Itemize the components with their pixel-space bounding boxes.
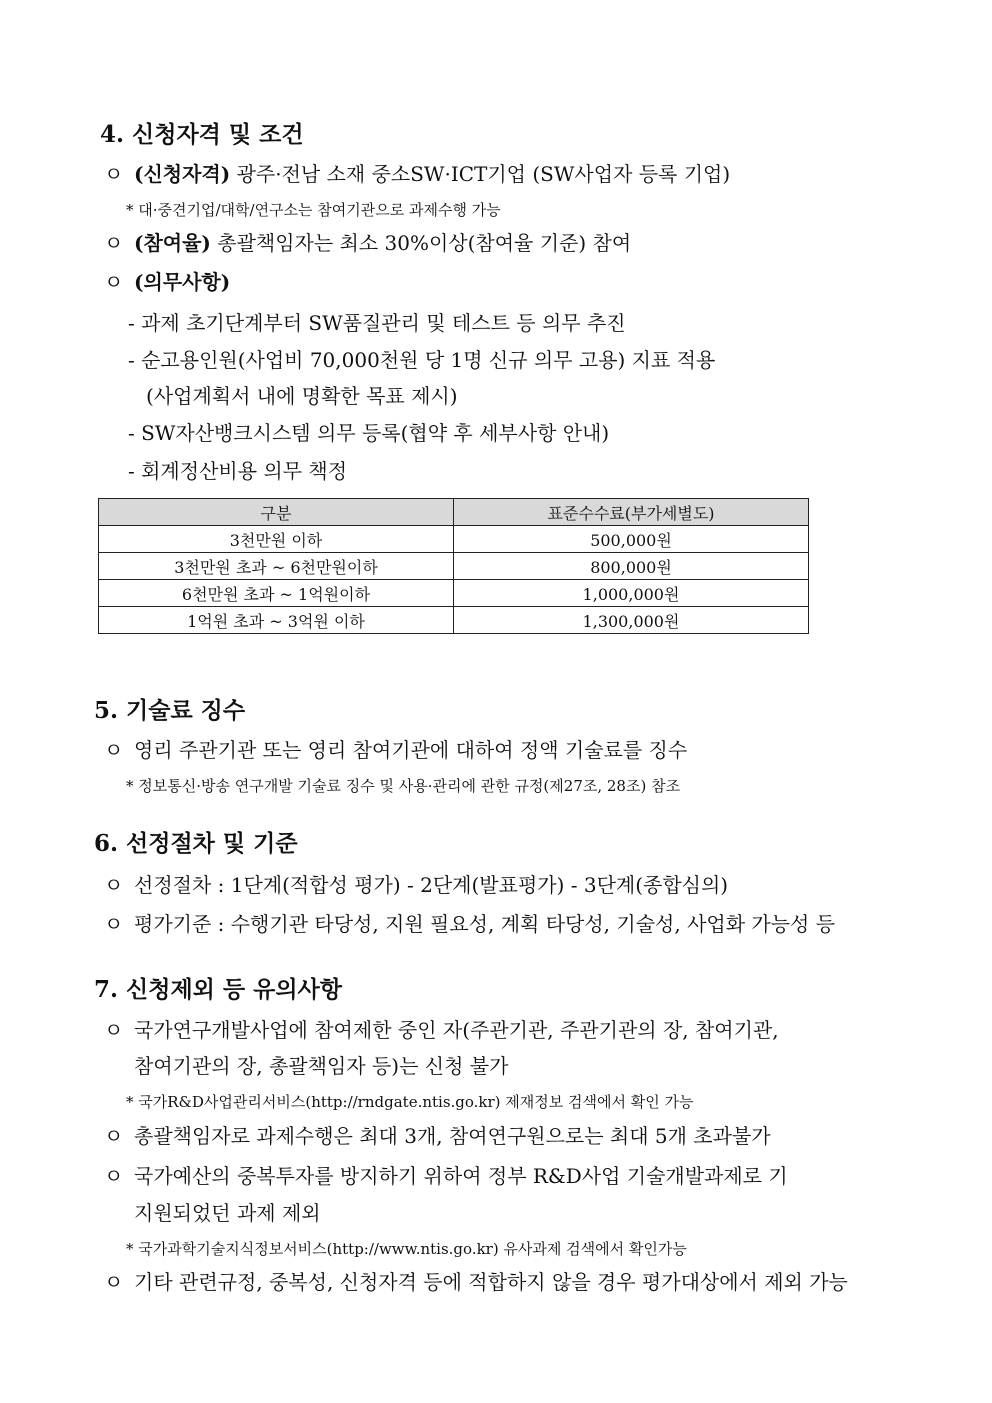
table-header: 표준수수료(부가세별도) [454,499,809,526]
evaluation-criteria-text: 평가기준 : 수행기관 타당성, 지원 필요성, 계획 타당성, 기술성, 사업화 가능성 등 [134,912,836,936]
section-4-title: 4. 신청자격 및 조건 [100,121,304,148]
table-cell: 500,000원 [454,526,809,553]
list-item-duplicate [104,1160,788,1189]
bullet-icon: ㅇ [104,1164,124,1188]
obligations-label: (의무사항) [134,270,231,294]
other-exclusion-text: 기타 관련규정, 중복성, 신청자격 등에 적합하지 않을 경우 평가대상에서 제외 가능 [134,1270,848,1294]
list-item-max-projects [104,1120,771,1149]
list-item-eligibility [104,158,730,187]
note-eligibility: * 대·중견기업/대학/연구소는 참여기관으로 과제수행 가능 [126,201,501,219]
table-row [99,580,809,607]
table-cell: 1,300,000원 [454,607,809,634]
list-item-tech-fee [104,734,687,763]
participation-label: (참여율) [134,231,211,255]
list-item-other-exclusion [104,1266,848,1295]
table-header-row [99,499,809,526]
list-item-selection-process [104,869,728,898]
table-cell: 1,000,000원 [454,580,809,607]
restriction-text: 국가연구개발사업에 참여제한 중인 자(주관기관, 주관기관의 장, 참여기관, [134,1018,779,1042]
obligation-item: - SW자산뱅크시스템 의무 등록(협약 후 세부사항 안내) [128,421,610,445]
list-item-participation [104,227,631,256]
duplicate-text: 국가예산의 중복투자를 방지하기 위하여 정부 R&D사업 기술개발과제로 기 [134,1164,788,1188]
obligation-item: - 과제 초기단계부터 SW품질관리 및 테스트 등 의무 추진 [128,311,626,335]
obligation-item-cont: (사업계획서 내에 명확한 목표 제시) [146,384,458,408]
obligation-item: - 회계정산비용 의무 책정 [128,459,348,483]
section-7-title: 7. 신청제외 등 유의사항 [94,976,342,1003]
section-6-title: 6. 선정절차 및 기준 [94,830,298,857]
table-cell: 1억원 초과 ~ 3억원 이하 [99,607,454,634]
bullet-icon: ㅇ [104,738,124,762]
tech-fee-text: 영리 주관기관 또는 영리 참여기관에 대하여 정액 기술료를 징수 [134,738,688,762]
bullet-icon: ㅇ [104,1124,124,1148]
note-tech-fee: * 정보통신·방송 연구개발 기술료 징수 및 사용·관리에 관한 규정(제27조, 28조) 참조 [126,777,681,795]
note-restriction: * 국가R&D사업관리서비스(http://rndgate.ntis.go.kr) 제재정보 검색에서 확인 가능 [126,1093,694,1111]
bullet-icon: ㅇ [104,162,124,186]
restriction-text-cont: 참여기관의 장, 총괄책임자 등)는 신청 불가 [134,1054,509,1078]
bullet-icon: ㅇ [104,270,124,294]
table-cell: 3천만원 이하 [99,526,454,553]
table-header: 구분 [99,499,454,526]
bullet-icon: ㅇ [104,231,124,255]
table-cell: 800,000원 [454,553,809,580]
note-duplicate: * 국가과학기술지식정보서비스(http://www.ntis.go.kr) 유사과제 검색에서 확인가능 [126,1240,687,1258]
table-row [99,553,809,580]
table-row [99,526,809,553]
eligibility-text: 광주·전남 소재 중소SW·ICT기업 (SW사업자 등록 기업) [230,162,731,186]
obligation-item: - 순고용인원(사업비 70,000천원 당 1명 신규 의무 고용) 지표 적용 [128,348,716,372]
bullet-icon: ㅇ [104,873,124,897]
bullet-icon: ㅇ [104,1018,124,1042]
eligibility-label: (신청자격) [134,162,231,186]
duplicate-text-cont: 지원되었던 과제 제외 [134,1201,321,1225]
list-item-restriction [104,1014,779,1043]
list-item-evaluation-criteria [104,908,835,937]
selection-process-text: 선정절차 : 1단계(적합성 평가) - 2단계(발표평가) - 3단계(종합심의) [134,873,729,897]
section-5-title: 5. 기술료 징수 [94,697,246,724]
table-row [99,607,809,634]
table-cell: 3천만원 초과 ~ 6천만원이하 [99,553,454,580]
bullet-icon: ㅇ [104,1270,124,1294]
bullet-icon: ㅇ [104,912,124,936]
participation-text: 총괄책임자는 최소 30%이상(참여율 기준) 참여 [210,231,632,255]
list-item-obligations [104,266,230,295]
table-cell: 6천만원 초과 ~ 1억원이하 [99,580,454,607]
max-projects-text: 총괄책임자로 과제수행은 최대 3개, 참여연구원으로는 최대 5개 초과불가 [134,1124,771,1148]
fee-table [98,498,809,634]
